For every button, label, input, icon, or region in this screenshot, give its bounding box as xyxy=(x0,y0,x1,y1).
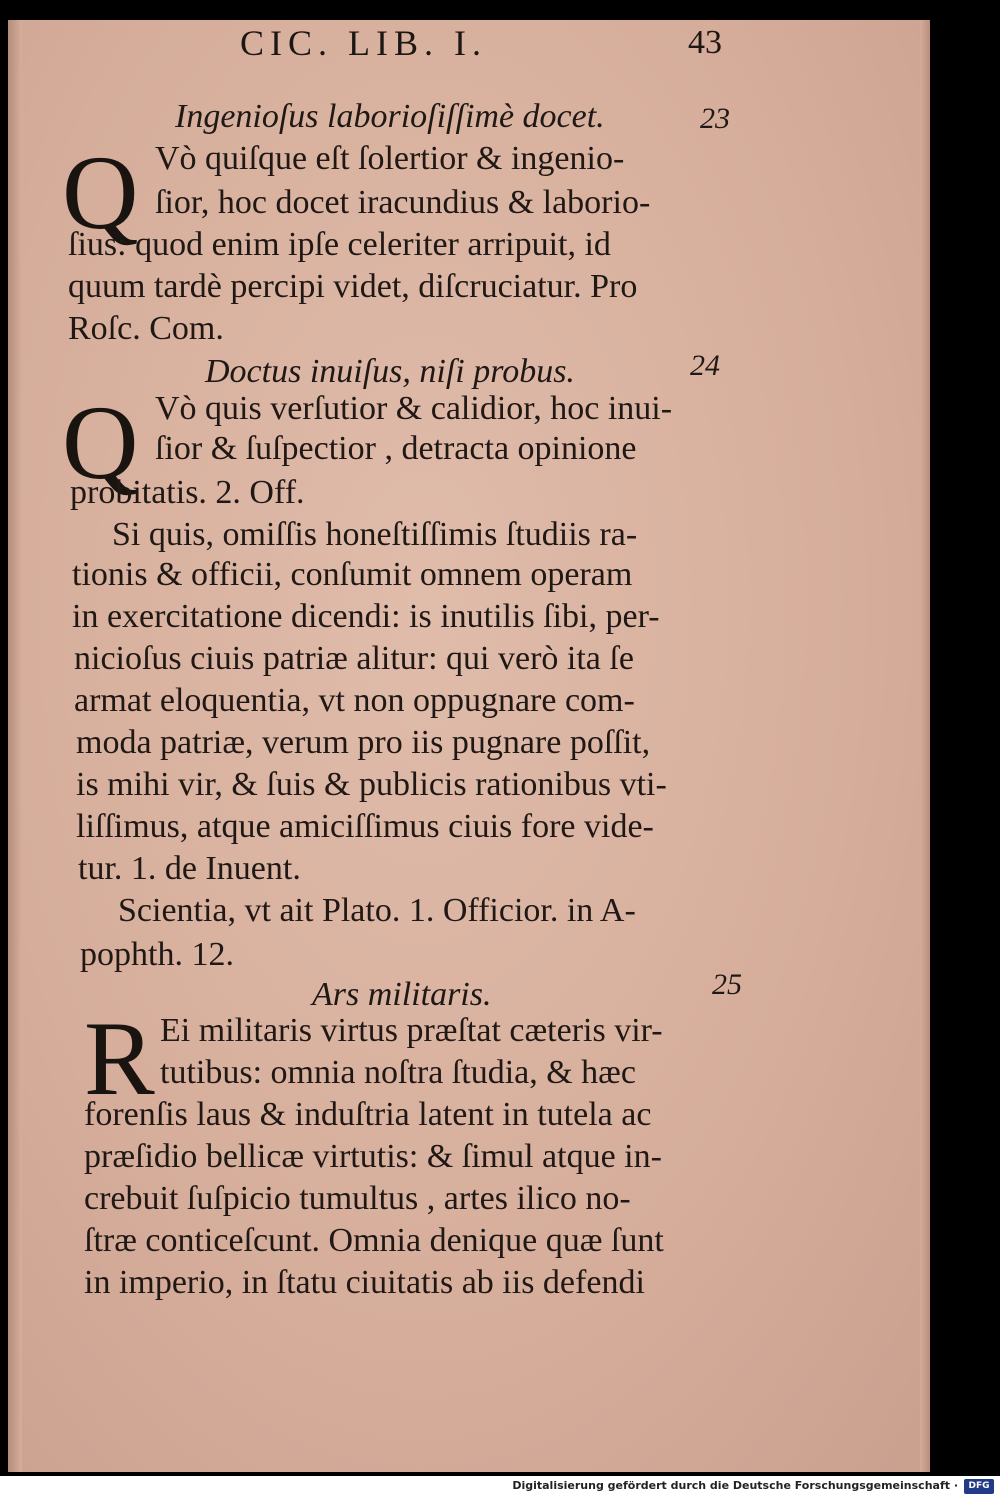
section-heading: Doctus inuiſus, niſi probus. xyxy=(205,353,575,390)
text-line: moda patriæ, verum pro iis pugnare poſſit, xyxy=(76,724,651,761)
text-line: in exercitatione dicendi: is inutilis ſibi, per- xyxy=(72,598,660,635)
drop-cap: Q xyxy=(62,384,139,501)
section-heading: Ars militaris. xyxy=(312,976,492,1013)
section-heading: Ingenioſus laborioſiſſimè docet. xyxy=(175,98,605,135)
drop-cap: Q xyxy=(62,134,139,251)
text-line: forenſis laus & induſtria latent in tutela ac xyxy=(84,1096,652,1133)
text-line: ſius: quod enim ipſe celeriter arripuit, id xyxy=(68,226,611,263)
footer-bar xyxy=(0,1476,1000,1498)
text-line: Roſc. Com. xyxy=(68,310,224,347)
text-line: Vò quis verſutior & calidior, hoc inui- xyxy=(155,390,673,427)
footer-credit: Digitalisierung gefördert durch die Deutsche Forschungsgemeinschaft · xyxy=(512,1479,958,1492)
section-number: 24 xyxy=(690,349,720,382)
text-line: quum tardè percipi videt, diſcruciatur. Pro xyxy=(68,268,638,305)
text-line: Vò quiſque eſt ſolertior & ingenio- xyxy=(155,140,625,177)
text-line: crebuit ſuſpicio tumultus , artes ilico no- xyxy=(84,1180,631,1217)
text-line: ſior & ſuſpectior , detracta opinione xyxy=(155,430,637,467)
drop-cap: R xyxy=(84,1000,155,1117)
text-line: Si quis, omiſſis honeſtiſſimis ſtudiis ra- xyxy=(112,516,638,553)
text-line: armat eloquentia, vt non oppugnare com- xyxy=(74,682,635,719)
text-line: præſidio bellicæ virtutis: & ſimul atque in- xyxy=(84,1138,662,1175)
text-line: ſior, hoc docet iracundius & laborio- xyxy=(155,184,651,221)
text-line: probitatis. 2. Off. xyxy=(70,474,305,511)
text-line: liſſimus, atque amiciſſimus ciuis fore vide- xyxy=(76,808,654,845)
text-line: tionis & officii, conſumit omnem operam xyxy=(72,556,633,593)
text-line: pophth. 12. xyxy=(80,936,234,973)
page-edge-shadow xyxy=(920,20,930,1472)
section-number: 25 xyxy=(712,968,742,1001)
section-number: 23 xyxy=(700,102,730,135)
text-line: tur. 1. de Inuent. xyxy=(78,850,301,887)
dfg-logo-icon: DFG xyxy=(964,1479,994,1494)
text-line: is mihi vir, & ſuis & publicis rationibus vti- xyxy=(76,766,667,803)
text-line: in imperio, in ſtatu ciuitatis ab iis defendi xyxy=(84,1264,645,1301)
text-line: tutibus: omnia noſtra ſtudia, & hæc xyxy=(160,1054,636,1091)
text-line: Scientia, vt ait Plato. 1. Officior. in A- xyxy=(118,892,636,929)
running-header: CIC. LIB. I. xyxy=(240,23,487,63)
text-line: nicioſus ciuis patriæ alitur: qui verò ita ſe xyxy=(74,640,634,677)
page-number: 43 xyxy=(688,24,722,61)
page-spine-shadow xyxy=(8,20,22,1472)
text-line: Ei militaris virtus præſtat cæteris vir- xyxy=(160,1012,663,1049)
text-line: ſtræ conticeſcunt. Omnia denique quæ ſunt xyxy=(84,1222,664,1259)
